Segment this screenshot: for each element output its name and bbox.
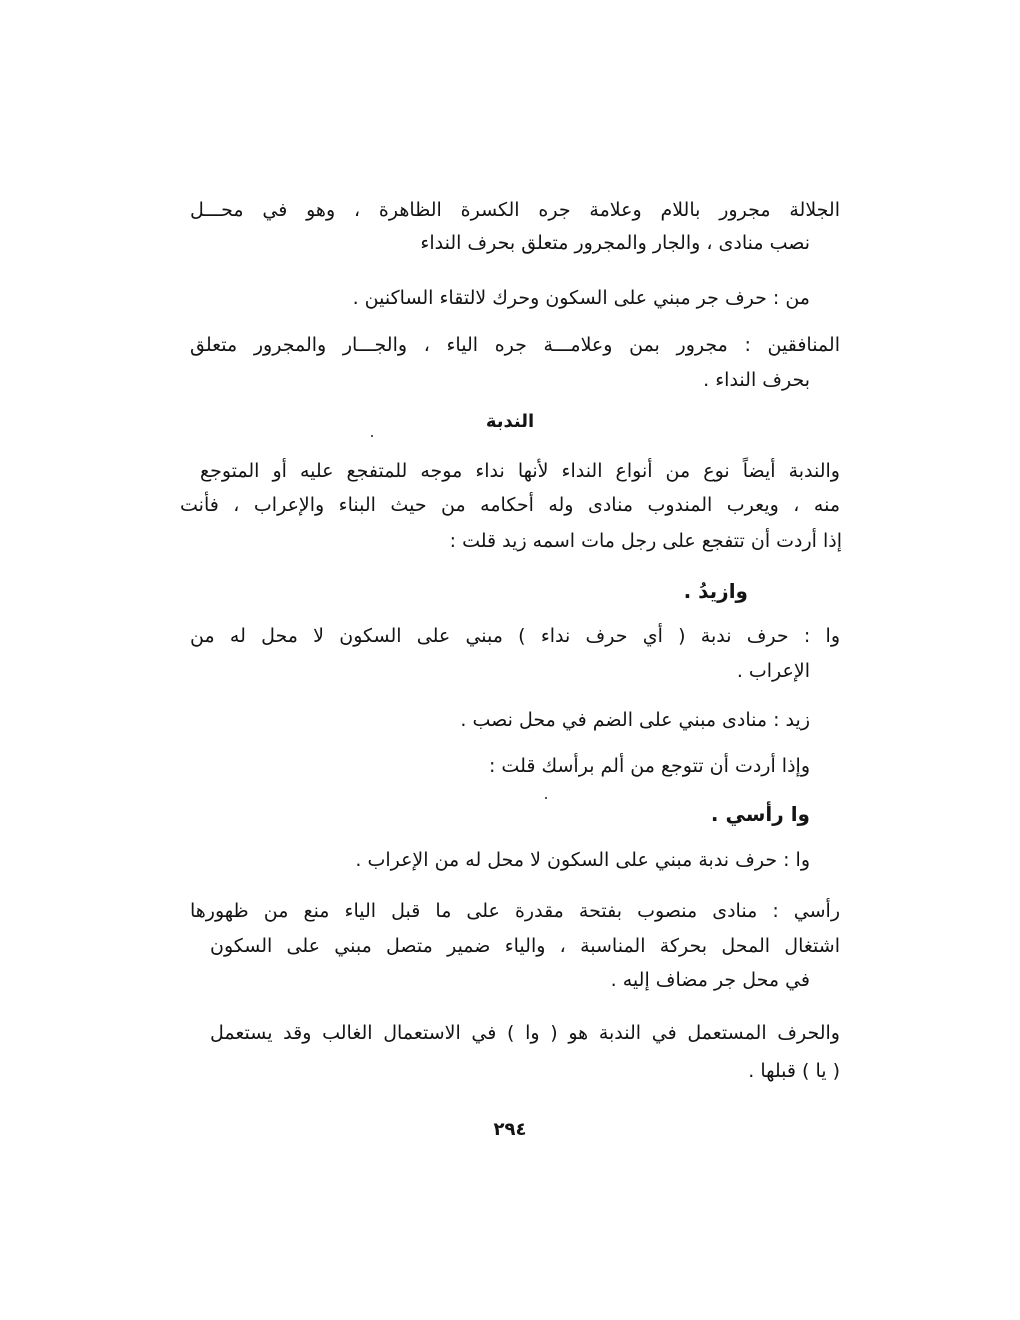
page-number: ٢٩٤: [493, 1119, 527, 1140]
text-line: وإذا أردت أن تتوجع من ألم برأسك قلت :: [488, 755, 810, 777]
text-line: والحرف المستعمل في الندبة هو ( وا ) في الاستعمال الغالب وقد يستعمل: [210, 1022, 840, 1044]
text-line: والندبة أيضاً نوع من أنواع النداء لأنها نداء موجه للمتفجع عليه أو المتوجع: [200, 460, 840, 482]
text-line: الإعراب .: [736, 660, 810, 682]
text-line: ( يا ) قبلها .: [748, 1060, 840, 1082]
scan-speck: [371, 435, 373, 437]
text-line: من : حرف جر مبني على السكون وحرك لالتقاء الساكنين .: [352, 287, 810, 309]
text-line: المنافقين : مجرور بمن وعلامـــة جره الياء ، والجـــار والمجرور متعلق: [190, 334, 840, 356]
text-line: إذا أردت أن تتفجع على رجل مات اسمه زيد قلت :: [449, 530, 842, 552]
scan-speck: [545, 797, 547, 799]
text-line: وا : حرف ندبة ( أي حرف نداء ) مبني على السكون لا محل له من: [190, 625, 840, 647]
example-phrase: وا رأسي .: [710, 802, 810, 826]
text-line: وا : حرف ندبة مبني على السكون لا محل له من الإعراب .: [355, 849, 810, 871]
text-line: رأسي : منادى منصوب بفتحة مقدرة على ما قبل الياء منع من ظهورها: [190, 900, 840, 922]
text-line: اشتغال المحل بحركة المناسبة ، والياء ضمير متصل مبني على السكون: [210, 935, 840, 957]
example-phrase: وازيدُ .: [683, 579, 748, 603]
text-line: الجلالة مجرور باللام وعلامة جره الكسرة الظاهرة ، وهو في محـــل: [190, 199, 840, 221]
text-line: منه ، ويعرب المندوب منادى وله أحكامه من حيث البناء والإعراب ، فأنت: [180, 494, 840, 516]
text-line: نصب منادى ، والجار والمجرور متعلق بحرف النداء: [420, 232, 810, 254]
text-line: بحرف النداء .: [703, 369, 810, 391]
section-heading: الندبة: [485, 411, 535, 432]
text-line: زيد : منادى مبني على الضم في محل نصب .: [460, 709, 810, 731]
text-line: في محل جر مضاف إليه .: [610, 969, 810, 991]
